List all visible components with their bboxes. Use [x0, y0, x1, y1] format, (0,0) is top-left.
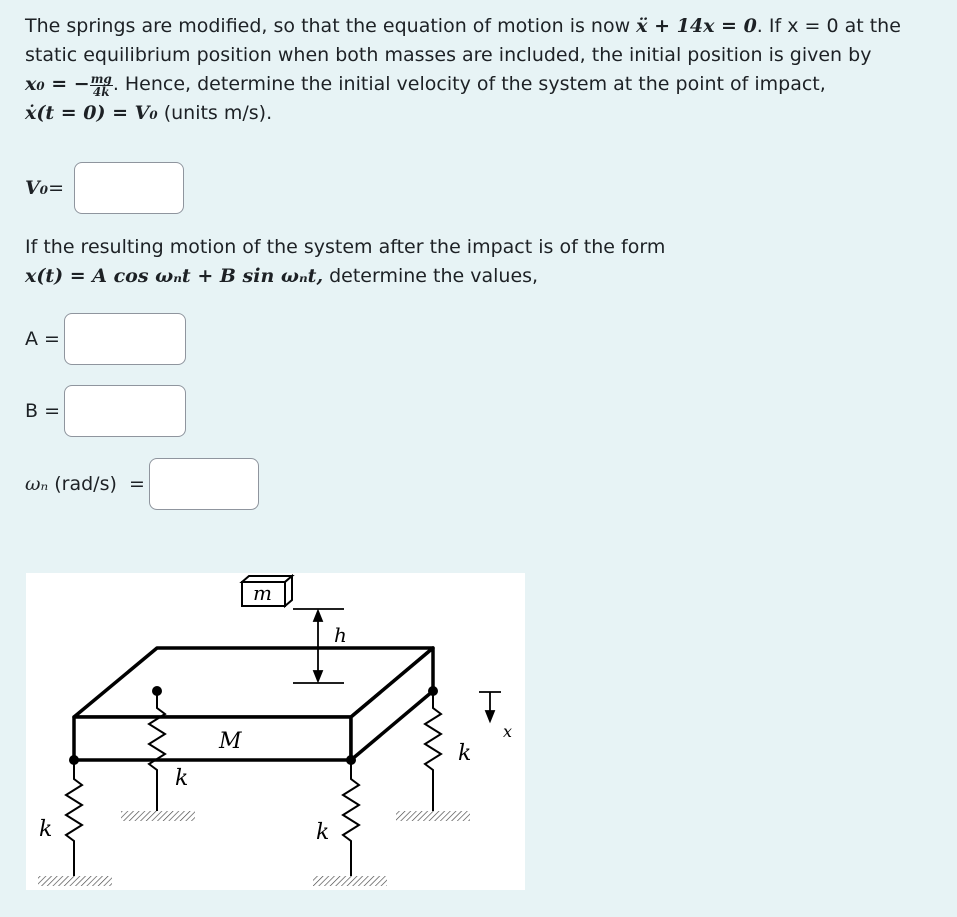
- label-x: x: [503, 722, 513, 741]
- initial-position-fraction: [90, 73, 113, 98]
- problem-line-1: [25, 12, 901, 41]
- label-k-back-left: k: [175, 766, 189, 791]
- initial-position-lhs: x₀ = −: [25, 73, 90, 95]
- b-input-box: [64, 385, 186, 437]
- problem-line-3: [25, 70, 901, 99]
- problem-text: The springs are modified, so that the equation of motion is now: [25, 15, 637, 37]
- motion-line-2: [25, 262, 665, 291]
- b-row: [25, 385, 186, 437]
- problem-statement: [25, 12, 901, 128]
- label-k-front-right: k: [316, 820, 330, 845]
- wn-label: (rad/s) =: [48, 473, 145, 495]
- initial-velocity-eq: ẋ(t = 0) = V₀: [25, 102, 158, 124]
- a-input-box: [64, 313, 186, 365]
- wn-label-var: ωₙ: [25, 473, 49, 495]
- wn-row: [25, 458, 259, 510]
- v0-row: [25, 162, 184, 214]
- label-m: m: [253, 581, 272, 605]
- b-input[interactable]: [65, 386, 185, 436]
- v0-label-eq: =: [48, 177, 64, 199]
- problem-text-line3-tail: . Hence, determine the initial velocity of the system at the point of impact,: [112, 73, 826, 95]
- problem-line-4: [25, 99, 901, 128]
- motion-line-1: If the resulting motion of the system after the impact is of the form: [25, 236, 666, 258]
- platform: [74, 648, 433, 760]
- fraction-denominator: 4k: [92, 85, 110, 99]
- v0-input[interactable]: [75, 163, 183, 213]
- label-k-back-right: k: [458, 741, 472, 766]
- wn-input-box: [149, 458, 259, 510]
- b-label: B =: [25, 400, 60, 422]
- v0-input-box: [74, 162, 184, 214]
- fraction-numerator: mg: [90, 72, 112, 86]
- motion-text-tail: determine the values,: [323, 265, 539, 287]
- a-input[interactable]: [65, 314, 185, 364]
- x-dimension: [479, 692, 501, 721]
- wn-input[interactable]: [150, 459, 258, 509]
- a-label: A =: [25, 328, 60, 350]
- motion-equation: x(t) = A cos ωₙt + B sin ωₙt,: [25, 265, 324, 287]
- equation-of-motion: ẍ + 14x = 0: [636, 15, 757, 37]
- label-M: M: [219, 729, 242, 754]
- a-row: [25, 313, 186, 365]
- units-text: (units m/s).: [157, 102, 273, 124]
- problem-text-tail: . If x = 0 at the: [756, 15, 901, 37]
- motion-statement: [25, 233, 665, 291]
- grounds: [38, 811, 470, 886]
- mass-spring-figure: [26, 573, 525, 890]
- mass-spring-diagram: [26, 573, 525, 890]
- problem-line-2: static equilibrium position when both masses are included, the initial position is given by: [25, 44, 872, 66]
- v0-label-var: V₀: [25, 177, 49, 199]
- label-h: h: [334, 623, 347, 647]
- label-k-front-left: k: [39, 817, 53, 842]
